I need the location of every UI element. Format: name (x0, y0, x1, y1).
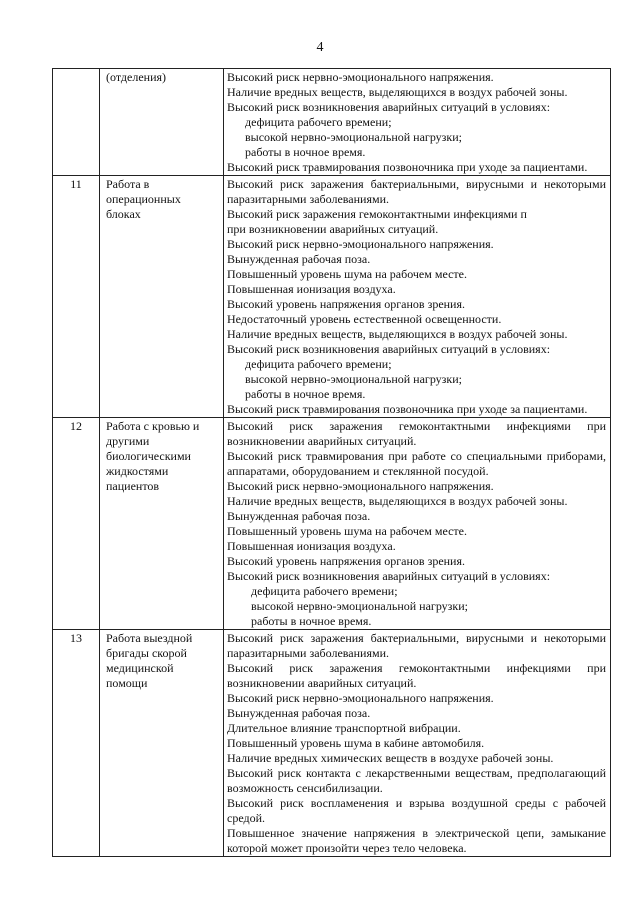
risk-factor-item: Вынужденная рабочая поза. (227, 509, 371, 523)
risk-condition-item: высокой нервно-эмоциональной нагрузки; (251, 599, 469, 613)
risk-factors-cell (224, 176, 611, 418)
risk-condition-item: дефицита рабочего времени; (245, 115, 392, 129)
hazards-table-body (53, 69, 611, 857)
risk-condition-item: работы в ночное время. (245, 387, 366, 401)
risk-factor-item: Наличие вредных веществ, выделяющихся в воздух рабочей зоны. (227, 327, 568, 341)
risk-factor-item: Высокий риск нервно-эмоционального напряжения. (227, 237, 494, 251)
table-row (53, 418, 611, 630)
risk-factor-item: Наличие вредных веществ, выделяющихся в воздух рабочей зоны. (227, 494, 568, 508)
work-type-line: другими (106, 434, 150, 448)
table-row (53, 69, 611, 176)
row-number: 11 (53, 176, 100, 418)
work-type-line: блоках (106, 207, 141, 221)
risk-factor-item: Повышенная ионизация воздуха. (227, 539, 396, 553)
work-type-line: Работа с кровью и (106, 419, 200, 433)
risk-factor-item: Высокий риск нервно-эмоционального напряжения. (227, 70, 494, 84)
risk-factors-cell (224, 418, 611, 630)
risk-condition-item: дефицита рабочего времени; (251, 584, 398, 598)
work-type-line: помощи (106, 676, 148, 690)
work-type-cell (100, 418, 224, 630)
work-type-line: биологическими (106, 449, 191, 463)
risk-factor-item: Вынужденная рабочая поза. (227, 706, 371, 720)
risk-factor-item: Высокий риск нервно-эмоционального напряжения. (227, 691, 494, 705)
work-type-line: (отделения) (106, 70, 167, 84)
work-type-line: операционных (106, 192, 181, 206)
work-type-cell (100, 630, 224, 857)
row-number: 12 (53, 418, 100, 630)
risk-factor-item: Высокий риск травмирования при работе со специальными приборами, аппаратами, оборудованием и стеклянной посудой. (227, 449, 606, 478)
risk-factor-item: Наличие вредных химических веществ в воздухе рабочей зоны. (227, 751, 554, 765)
work-type-cell (100, 69, 224, 176)
risk-factor-item: Недостаточный уровень естественной освещенности. (227, 312, 502, 326)
risk-factor-item: Высокий риск заражения бактериальными, вирусными и некоторыми паразитарными заболеваниями. (227, 177, 606, 206)
risk-factor-item: Повышенная ионизация воздуха. (227, 282, 396, 296)
risk-factor-item: Высокий риск заражения гемоконтактными инфекциями п (227, 207, 527, 221)
work-type-line: бригады скорой (106, 646, 187, 660)
risk-condition-item: высокой нервно-эмоциональной нагрузки; (245, 130, 463, 144)
work-type-cell (100, 176, 224, 418)
risk-factor-item: Высокий риск заражения бактериальными, вирусными и некоторыми паразитарными заболеваниями. (227, 631, 606, 660)
risk-factor-item: Высокий риск нервно-эмоционального напряжения. (227, 479, 494, 493)
work-type-line: пациентов (106, 479, 160, 493)
risk-factor-item: Высокий риск возникновения аварийных ситуаций в условиях: (227, 100, 551, 114)
risk-factor-item: Высокий риск возникновения аварийных ситуаций в условиях: (227, 342, 551, 356)
risk-factor-item: Высокий риск заражения гемоконтактными инфекциями при возникновении аварийных ситуаций. (227, 419, 606, 448)
table-row (53, 176, 611, 418)
risk-factor-item: Высокий уровень напряжения органов зрения. (227, 297, 466, 311)
row-number: 13 (53, 630, 100, 857)
risk-factor-item: Высокий риск возникновения аварийных ситуаций в условиях: (227, 569, 551, 583)
risk-factor-item: Высокий риск заражения гемоконтактными инфекциями при возникновении аварийных ситуаций. (227, 661, 606, 690)
risk-factor-item: Наличие вредных веществ, выделяющихся в воздух рабочей зоны. (227, 85, 568, 99)
risk-condition-item: работы в ночное время. (251, 614, 372, 628)
row-number (53, 69, 100, 176)
risk-factor-item: Высокий риск травмирования позвоночника при уходе за пациентами. (227, 402, 588, 416)
risk-factor-item: при возникновении аварийных ситуаций. (227, 222, 439, 236)
work-type-line: Работа выездной (106, 631, 193, 645)
work-type-line: медицинской (106, 661, 174, 675)
risk-factor-item: Высокий риск контакта с лекарственными веществам, предполагающий возможность сенсибилизации. (227, 766, 606, 795)
risk-factor-item: Повышенный уровень шума на рабочем месте. (227, 524, 467, 538)
risk-condition-item: высокой нервно-эмоциональной нагрузки; (245, 372, 463, 386)
risk-factor-item: Повышенный уровень шума в кабине автомобиля. (227, 736, 485, 750)
risk-condition-item: работы в ночное время. (245, 145, 366, 159)
risk-factor-item: Повышенное значение напряжения в электрической цепи, замыкание которой может произойти через тело человека. (227, 826, 606, 855)
risk-condition-item: дефицита рабочего времени; (245, 357, 392, 371)
risk-factor-item: Высокий риск воспламенения и взрыва воздушной среды с рабочей средой. (227, 796, 606, 825)
risk-factor-item: Высокий риск травмирования позвоночника при уходе за пациентами. (227, 160, 588, 174)
risk-factors-cell (224, 69, 611, 176)
hazards-table (52, 68, 611, 857)
risk-factor-item: Вынужденная рабочая поза. (227, 252, 371, 266)
risk-factors-cell (224, 630, 611, 857)
table-row (53, 630, 611, 857)
risk-factor-item: Повышенный уровень шума на рабочем месте. (227, 267, 467, 281)
page-number: 4 (316, 40, 324, 55)
work-type-line: жидкостями (106, 464, 169, 478)
work-type-line: Работа в (106, 177, 150, 191)
risk-factor-item: Длительное влияние транспортной вибрации. (227, 721, 461, 735)
risk-factor-item: Высокий уровень напряжения органов зрения. (227, 554, 466, 568)
